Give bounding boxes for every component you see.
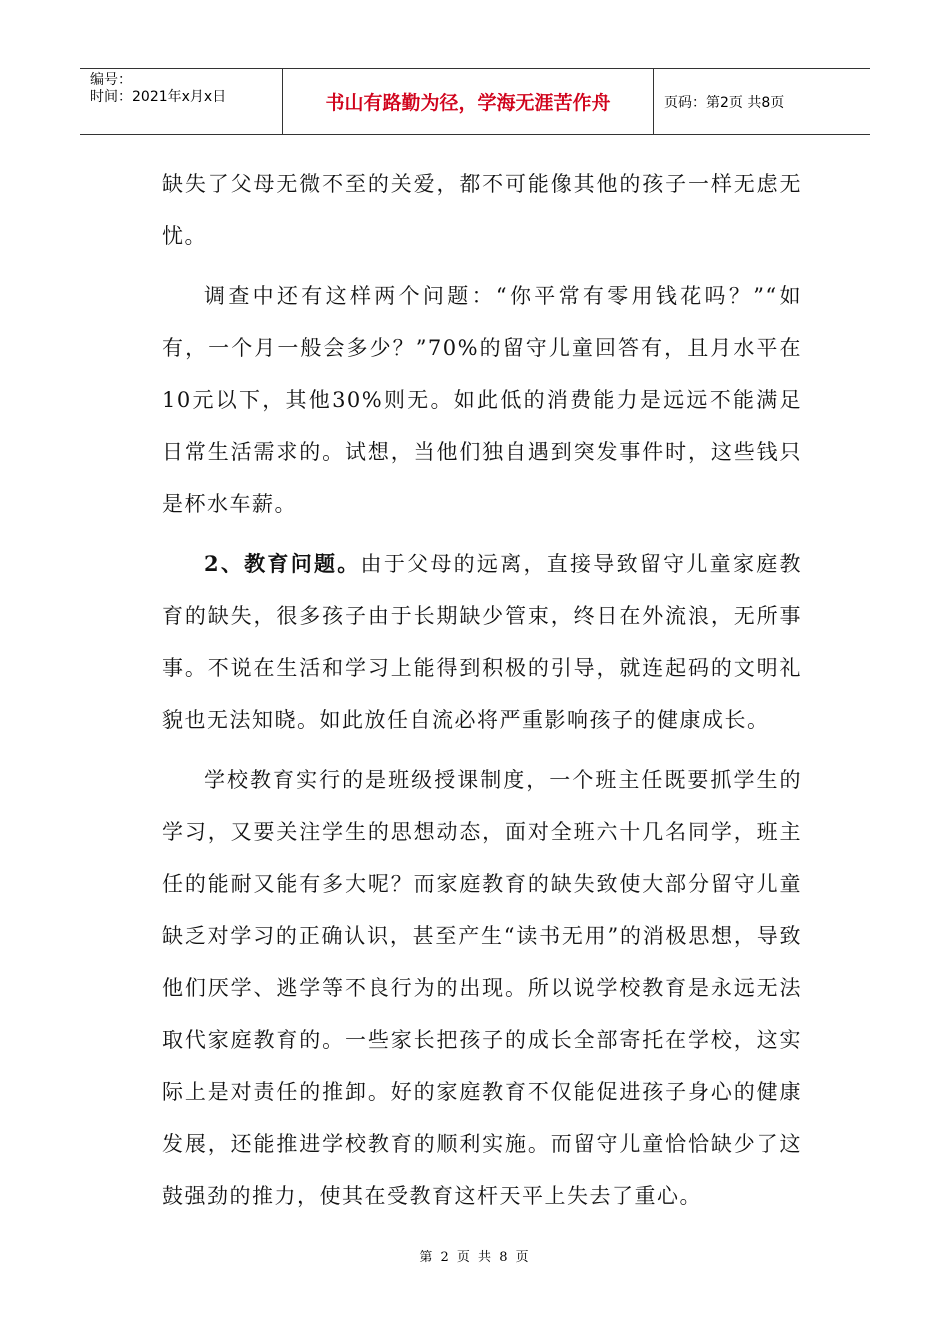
section-heading: 2、教育问题。 xyxy=(204,551,361,576)
header-page-cell xyxy=(654,69,870,134)
page-footer xyxy=(0,1246,950,1265)
paragraph-text: 由于父母的远离，直接导致留守儿童家庭教育的缺失，很多孩子由于长期缺少管束，终日在外流浪，无所事事。不说在生活和学习上能得到积极的引导，就连起码的文明礼貌也无法知晓。如此放任自流必将严重影响孩子的健康成长。 xyxy=(162,552,802,732)
paragraph-4 xyxy=(162,754,802,1222)
paragraph-text: 学校教育实行的是班级授课制度，一个班主任既要抓学生的学习，又要关注学生的思想动态，面对全班六十几名同学，班主任的能耐又能有多大呢？而家庭教育的缺失致使大部分留守儿童缺乏对学习的正确认识，甚至产生“读书无用”的消极思想，导致他们厌学、逃学等不良行为的出现。所以说学校教育是永远无法取代家庭教育的。一些家长把孩子的成长全部寄托在学校，这实际上是对责任的推卸。好的家庭教育不仅能促进孩子身心的健康发展，还能推进学校教育的顺利实施。而留守儿童恰恰缺少了这鼓强劲的推力，使其在受教育这杆天平上失去了重心。 xyxy=(162,768,802,1208)
footer-page-number: 第 2 页 共 8 页 xyxy=(419,1250,531,1265)
motto-text: 书山有路勤为径，学海无涯苦作舟 xyxy=(325,92,611,114)
header-meta-cell xyxy=(80,69,283,134)
paragraph-text: 调查中还有这样两个问题：“你平常有零用钱花吗？”“如有，一个月一般会多少？”70%的留守儿童回答有，且月水平在10元以下，其他30%则无。如此低的消费能力是远远不能满足日常生活需求的。试想，当他们独自遇到突发事件时，这些钱只是杯水车薪。 xyxy=(162,284,802,516)
page-info: 页码：第2页 共8页 xyxy=(664,94,785,111)
date-label: 时间：2021年x月x日 xyxy=(90,89,227,105)
paragraph-2 xyxy=(162,270,802,530)
document-body xyxy=(162,158,802,1230)
header-motto-cell xyxy=(283,69,654,134)
paragraph-3 xyxy=(162,538,802,746)
paragraph-text: 缺失了父母无微不至的关爱，都不可能像其他的孩子一样无虑无忧。 xyxy=(162,172,802,248)
paragraph-1 xyxy=(162,158,802,262)
page-header xyxy=(80,68,870,135)
code-label: 编号： xyxy=(90,72,132,88)
